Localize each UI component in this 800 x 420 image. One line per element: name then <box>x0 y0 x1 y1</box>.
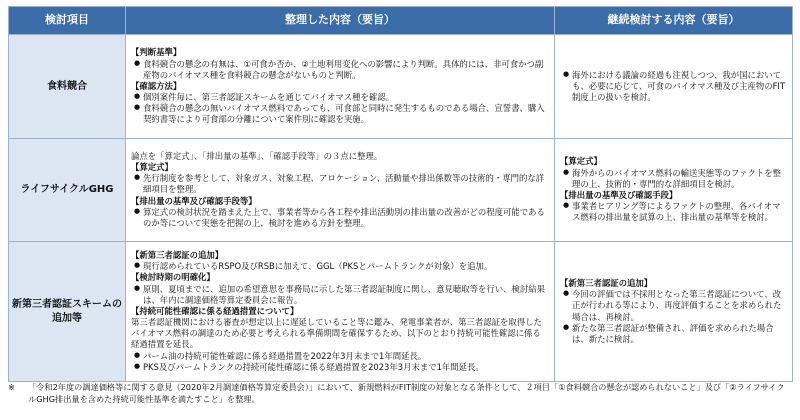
bullet-dot-icon: ● <box>133 350 141 359</box>
bullet-text: 新たな第三者認証が整備され、評価を求められた場合は、新たに検討。 <box>572 322 774 344</box>
bullet-item <box>131 261 549 272</box>
section-heading: 【検討時期の明確化】 <box>131 272 215 283</box>
footnote <box>8 382 792 406</box>
topic-cell <box>9 35 126 139</box>
continued-cell <box>555 242 793 382</box>
bullet-text: 海外における議論の経過も注視しつつ、我が国においても、必要に応じて、可食のバイオマス種及び主産物のFIT制度上の扱いを検討。 <box>572 69 785 103</box>
continued-cell <box>555 35 793 139</box>
section-heading: 【判断基準】 <box>131 47 182 58</box>
topic-label: 食料競合 <box>47 80 87 92</box>
topic-cell <box>9 242 126 382</box>
bullet-item <box>560 201 787 223</box>
bullet-text: PKS及びパームトランクの持続可能性確認に係る経過措置を2023年3月末まで1年間延長。 <box>143 361 484 372</box>
bullet-dot-icon: ● <box>133 103 141 112</box>
section-heading: 【新第三者認証の追加】 <box>131 250 224 261</box>
topic-label: ライフサイクルGHG <box>20 184 114 196</box>
table-header-row <box>9 7 793 35</box>
bullet-dot-icon: ● <box>133 173 141 182</box>
bullet-text: 食料競合の懸念の有無は、①可食か否か、②土地利用変化への影響により判断。具体的には、非可食かつ副産物のバイオマス種を食料競合の懸念がないものと判断。 <box>143 58 544 80</box>
bullet-dot-icon: ● <box>562 289 570 298</box>
bullet-dot-icon: ● <box>562 69 570 78</box>
section-heading: 【確認方法】 <box>131 80 182 91</box>
table-row <box>9 139 793 242</box>
bullet-text: 現行認められているRSPO及びRSBに加えて、GGL（PKSとパームトランクが対象）を追加。 <box>143 261 493 272</box>
bullet-text: 先行制度を参考として、対象ガス、対象工程、アロケーション、活動量や排出係数等の技術的・専門的な詳細項目を整理。 <box>143 173 545 195</box>
bullet-dot-icon: ● <box>562 322 570 331</box>
header-continued-study: 継続検討する内容（要旨） <box>555 7 793 35</box>
summary-table <box>8 6 793 382</box>
bullet-item <box>560 289 787 323</box>
organized-cell <box>126 242 555 382</box>
bullet-text: 原則、夏頃までに、追加の希望意思を事務局に示した第三者認証制度に関し、意見聴取等を行い、検討結果は、年内に調達価格等算定委員会に報告。 <box>143 283 545 305</box>
bullet-text: 今回の評価では不採用となった第三者認証について、改正が行われる等により、再度評価することを求められた場合は、再検討。 <box>572 289 782 322</box>
header-topic: 検討項目 <box>9 7 126 35</box>
bullet-text: 事業者ヒアリング等によるファクトの整理、各バイオマス燃料の排出量を試算の上、排出量の基準等を検討。 <box>572 201 781 223</box>
bullet-text: 算定式の検討状況を踏まえた上で、事業者等から各工程や排出活動別の排出量の改善がどの程度可能であるのか等について実態を把握の上、検討を進める方針を整理。 <box>143 206 545 228</box>
bullet-item <box>131 207 549 229</box>
bullet-dot-icon: ● <box>133 58 141 67</box>
bullet-text: パーム油の持続可能性確認に係る経過措置を2022年3月末まで1年間延長。 <box>143 350 427 361</box>
bullet-dot-icon: ● <box>133 361 141 370</box>
bullet-item <box>560 168 787 190</box>
bullet-dot-icon: ● <box>562 167 570 176</box>
section-heading: 【算定式】 <box>131 162 173 173</box>
bullet-text: 個別案件毎に、第三者認証スキームを通じてバイオマス種を確認。 <box>143 92 394 103</box>
bullet-item <box>131 92 549 103</box>
bullet-item <box>131 59 549 81</box>
bullet-dot-icon: ● <box>133 92 141 101</box>
bullet-text: 海外からのバイオマス燃料の輸送実態等のファクトを整理の上、技術的・専門的な詳細項目を検討。 <box>572 167 781 189</box>
bullet-dot-icon: ● <box>133 206 141 215</box>
table-row <box>9 35 793 139</box>
footnote-mark: ※ <box>8 382 15 392</box>
section-heading: 【持続可能性確認に係る経過措置について】 <box>131 305 299 316</box>
topic-cell <box>9 139 126 242</box>
bullet-item <box>560 70 787 104</box>
bullet-dot-icon: ● <box>562 201 570 210</box>
header-organized-content: 整理した内容（要旨） <box>126 7 555 35</box>
bullet-item <box>560 323 787 345</box>
bullet-dot-icon: ● <box>133 283 141 292</box>
bullet-item <box>131 173 549 195</box>
section-heading: 【排出量の基準及び確認手段等】 <box>131 195 257 206</box>
paragraph-text: 論点を「算定式」、「排出量の基準」、「確認手段等」の３点に整理。 <box>131 150 383 161</box>
summary-table-wrap <box>8 6 792 382</box>
organized-cell <box>126 35 555 139</box>
section-heading: 【算定式】 <box>560 156 602 167</box>
section-heading: 【排出量の基準及び確認手段】 <box>560 190 678 200</box>
footnote-text: 「令和2年度の調達価格等に関する意見（2020年2月調達価格等算定委員会）」において、新規燃料がFIT制度の対象となる条件として、２項目「①食料競合の懸念が認められないこと」及び「②ライフサイクルGHG排出量を含めた持続可能性基準を満たすこと」を整理。 <box>28 382 785 404</box>
bullet-dot-icon: ● <box>133 261 141 270</box>
continued-cell <box>555 139 793 242</box>
bullet-text: 食料競合の懸念の無いバイオマス燃料であっても、可食部と同時に発生するものである場合、宣誓書、購入契約書等により可食部の分離について案件別に確認を実施。 <box>143 103 545 125</box>
bullet-item <box>131 284 549 306</box>
organized-cell <box>126 139 555 242</box>
bullet-item <box>131 362 549 373</box>
topic-label: 新第三者認証スキームの追加等 <box>12 299 122 324</box>
bullet-item <box>131 103 549 125</box>
section-heading: 【新第三者認証の追加】 <box>560 277 653 288</box>
bullet-item <box>131 351 549 362</box>
paragraph-text: 第三者認証機関における審査が想定以上に遅延していること等に鑑み、発電事業者が、第三者認証を取得したバイオマス燃料の調達のため必要と考えられる準備期間を確保するため、以下のとおり持続可能性確認に係る経過措置を延長。 <box>131 317 542 350</box>
table-row <box>9 242 793 382</box>
